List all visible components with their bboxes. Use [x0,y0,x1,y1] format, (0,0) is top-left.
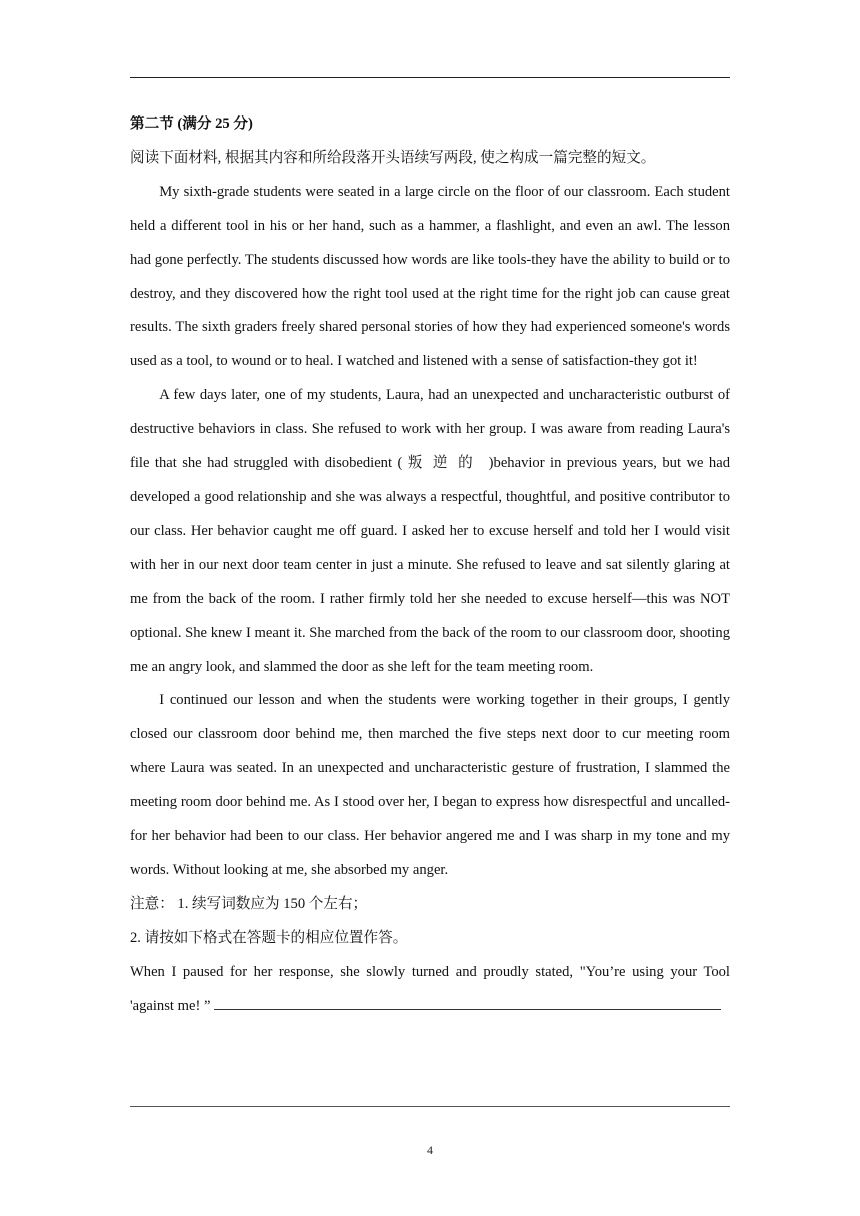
note-2: 2. 请按如下格式在答题卡的相应位置作答。 [130,929,408,946]
continuation-prompt [130,956,730,1024]
page-number: 4 [427,1143,433,1157]
passage-paragraph-2 [130,379,730,684]
passage-paragraph-3: I continued our lesson and when the students were working together in their groups, I gently closed our classroom door behind me, then marched the five steps next door to cur meeting room where Laura was seated. In an unexpected and uncharacteristic gesture of frustration, I slammed the meeting room door behind me. As I stood over her, I began to express how disrespectful and uncalled-for her behavior had been to our class. Her behavior angered me and I was sharp in my tone and my words. Without looking at me, she absorbed my anger. [130,692,730,878]
instruction-text: 阅读下面材料, 根据其内容和所给段落开头语续写两段, 使之构成一篇完整的短文。 [130,149,656,166]
note-1: 注意： 1. 续写词数应为 150 个左右； [130,895,368,912]
section-heading: 第二节 (满分 25 分) [130,116,253,132]
answer-blank-line[interactable] [214,994,721,1010]
chinese-gloss: 叛逆的 [407,455,484,472]
passage-paragraph-1: My sixth-grade students were seated in a large circle on the floor of our classroom. Each student held a different tool in his or her hand, such as a hammer, a flashlight, and even an awl. The lesson had gone perfectly. The students discussed how words are like tools-they have the ability to build or to destroy, and they discovered how the right tool used at the right time for the right job can cause great results. The sixth graders freely shared personal stories of how they had experienced someone's words used as a tool, to wound or to heal. I watched and listened with a sense of satisfaction-they got it! [130,183,730,370]
paragraph-2-text-before: A few days later, one of my students, Laura, had an unexpected and uncharacteristic outburst of destructive behaviors in class. She refused to work with her group. I was aware from reading Laura's file that she had struggled with disobedient ( [130,387,730,472]
paragraph-2-text-after: )behavior in previous years, but we had developed a good relationship and she was always a respectful, thoughtful, and positive contributor to our class. Her behavior caught me off guard. I asked her to excuse herself and told her I would visit with her in our next door team center in just a minute. She refused to leave and sat silently glaring at me from the back of the room. I rather firmly told her she needed to excuse herself—this was NOT optional. She knew I meant it. She marched from the back of the room to our classroom door, shooting me an angry look, and slammed the door as she left for the team meeting room. [130,455,730,675]
page-content [130,108,730,1023]
answer-line-full[interactable] [130,1106,730,1107]
prompt-text: When I paused for her response, she slowly turned and proudly stated, "You’re using your Tool 'against me! ” [130,963,730,1014]
header-rule [130,77,730,78]
